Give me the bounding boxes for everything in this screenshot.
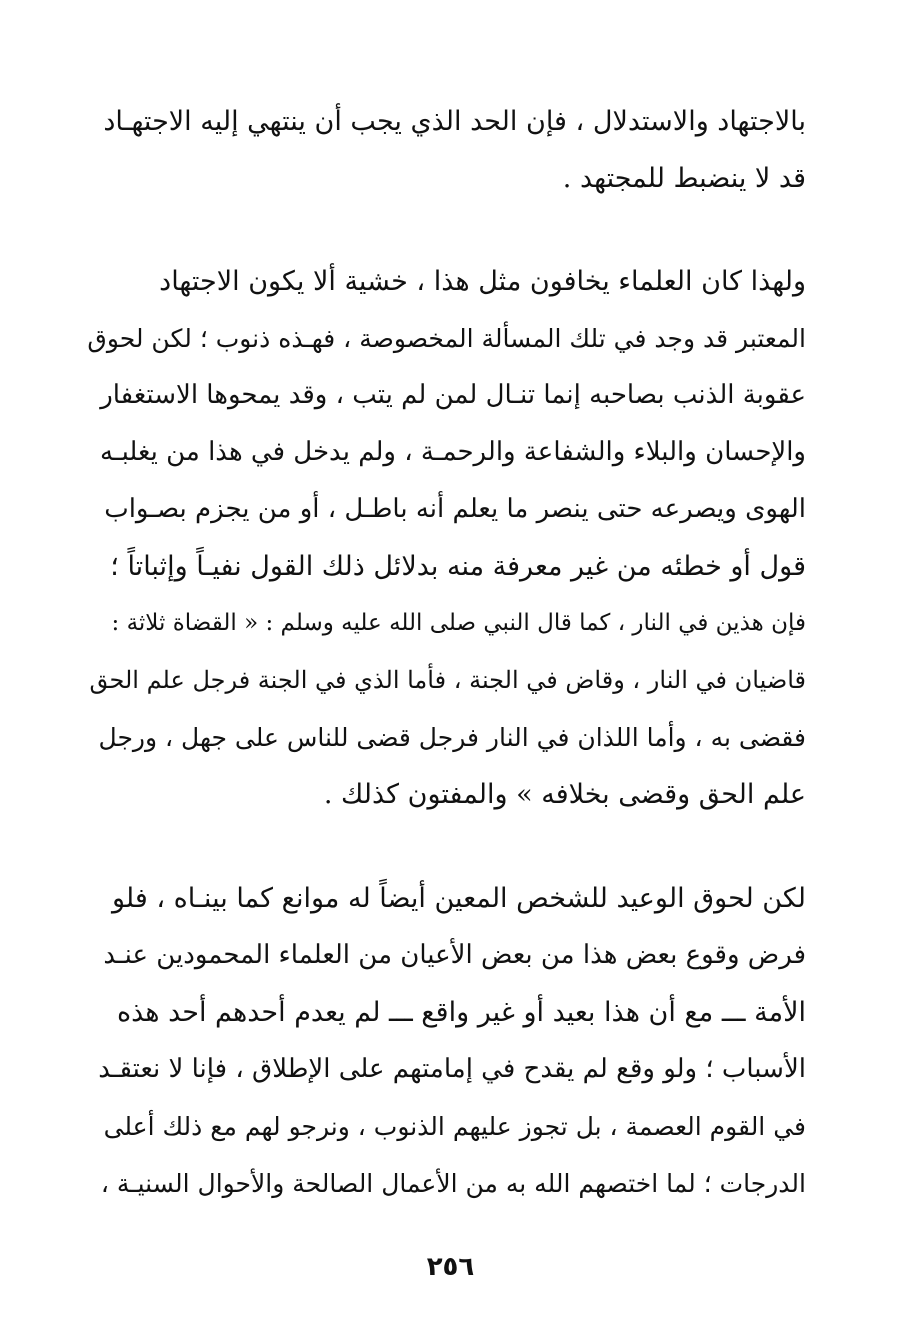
text-line: الدرجات ؛ لما اختصهم الله به من الأعمال الصالحة والأحوال السنيـة ، bbox=[100, 1169, 806, 1198]
text-line: في القوم العصمة ، بل تجوز عليهم الذنوب ، ونرجو لهم مع ذلك أعلى bbox=[103, 1112, 806, 1141]
text-line: قول أو خطئه من غير معرفة منه بدلائل ذلك القول نفيـاً وإثباتاً ؛ bbox=[110, 551, 806, 582]
text-line: ولهذا كان العلماء يخافون مثل هذا ، خشية ألا يكون الاجتهاد bbox=[159, 266, 806, 297]
paragraph-1 bbox=[84, 93, 806, 207]
text-line: الهوى ويصرعه حتى ينصر ما يعلم أنه باطـل ، أو من يجزم بصـواب bbox=[104, 494, 806, 524]
page-number: ٢٥٦ bbox=[426, 1252, 475, 1282]
text-line: فرض وقوع بعض هذا من بعض الأعيان من العلماء المحمودين عنـد bbox=[103, 940, 806, 970]
text-line: الأمة ـــ مع أن هذا بعيد أو غير واقع ـــ لم يعدم أحدهم أحد هذه bbox=[116, 997, 806, 1028]
text-line: فإن هذين في النار ، كما قال النبي صلى الله عليه وسلم : « القضاة ثلاثة : bbox=[111, 610, 806, 636]
text-line: الأسباب ؛ ولو وقع لم يقدح في إمامتهم على الإطلاق ، فإنا لا نعتقـد bbox=[98, 1054, 806, 1084]
text-line: لكن لحوق الوعيد للشخص المعين أيضاً له موانع كما بينـاه ، فلو bbox=[111, 883, 806, 914]
text-line: قد لا ينضبط للمجتهد . bbox=[562, 163, 806, 194]
text-line: المعتبر قد وجد في تلك المسألة المخصوصة ، فهـذه ذنوب ؛ لكن لحوق bbox=[87, 324, 806, 353]
text-line: بالاجتهاد والاستدلال ، فإن الحد الذي يجب أن ينتهي إليه الاجتهـاد bbox=[103, 106, 806, 137]
text-line: قاضيان في النار ، وقاض في الجنة ، فأما الذي في الجنة فرجل علم الحق bbox=[89, 666, 806, 694]
text-line: عقوبة الذنب بصاحبه إنما تنـال لمن لم يتب ، وقد يمحوها الاستغفار bbox=[100, 380, 806, 410]
paragraph-3 bbox=[84, 870, 806, 1212]
paragraph-2 bbox=[84, 253, 806, 823]
text-line: والإحسان والبلاء والشفاعة والرحمـة ، ولم يدخل في هذا من يغلبـه bbox=[100, 437, 806, 467]
text-line: علم الحق وقضى بخلافه » والمفتون كذلك . bbox=[323, 779, 806, 810]
text-line: فقضى به ، وأما اللذان في النار فرجل قضى للناس على جهل ، ورجل bbox=[98, 723, 806, 752]
